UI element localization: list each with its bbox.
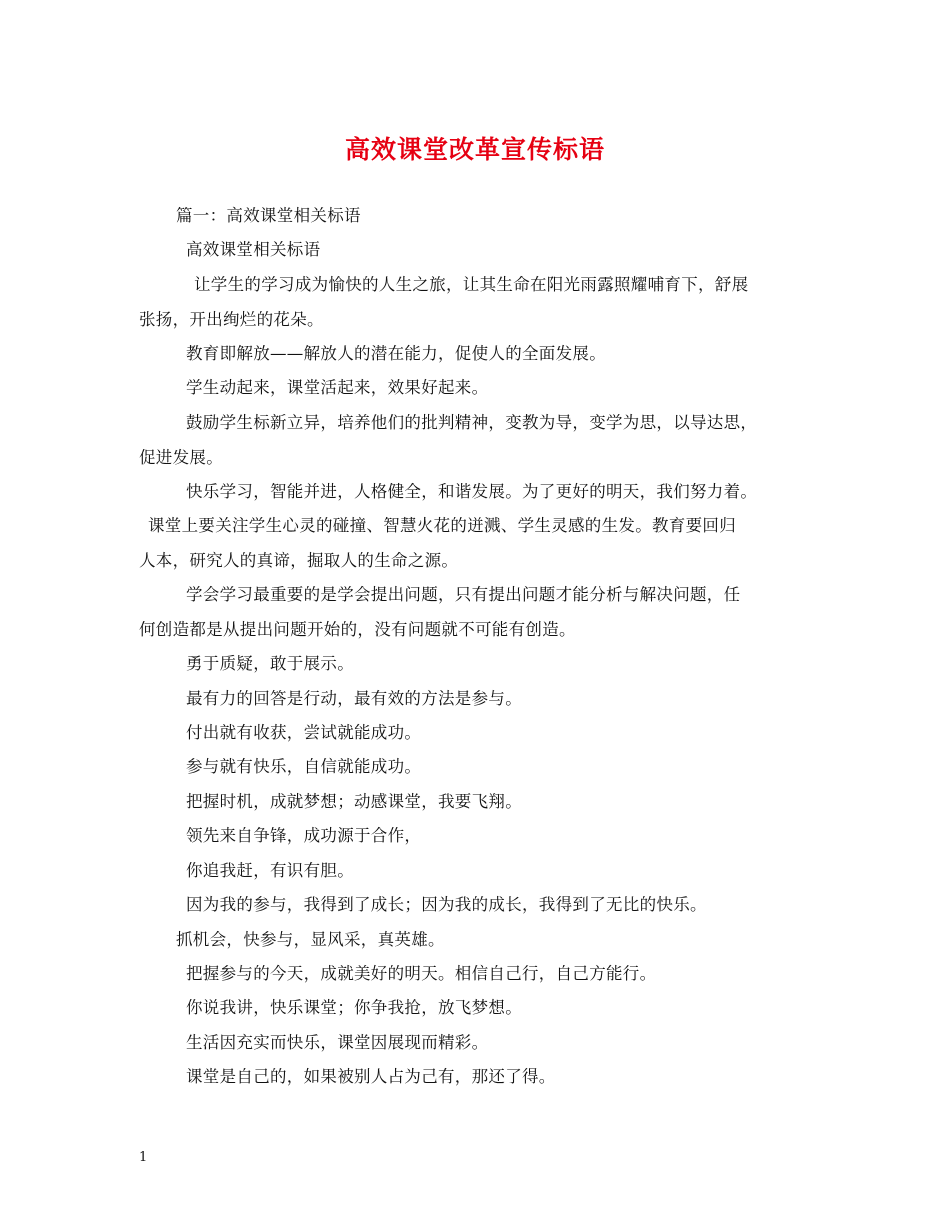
section-heading: 篇一：高效课堂相关标语: [176, 206, 361, 225]
body-line: 快乐学习，智能并进，人格健全，和谐发展。为了更好的明天，我们努力着。: [186, 482, 758, 501]
body-line: 你说我讲，快乐课堂；你争我抢，放飞梦想。: [186, 998, 522, 1017]
body-line: 把握参与的今天，成就美好的明天。相信自己行，自己方能行。: [186, 964, 657, 983]
page-number: 1: [139, 1150, 148, 1165]
body-line: 勇于质疑，敢于展示。: [186, 654, 354, 673]
document-title: 高效课堂改革宣传标语: [344, 135, 605, 164]
body-line: 学生动起来，课堂活起来，效果好起来。: [186, 378, 489, 397]
body-line: 让学生的学习成为愉快的人生之旅，让其生命在阳光雨露照耀哺育下，舒展: [194, 275, 749, 294]
subheading: 高效课堂相关标语: [186, 240, 321, 259]
body-line: 生活因充实而快乐，课堂因展现而精彩。: [186, 1033, 489, 1052]
body-line: 人本，研究人的真谛，掘取人的生命之源。: [139, 551, 459, 570]
body-line: 最有力的回答是行动，最有效的方法是参与。: [186, 689, 522, 708]
body-line: 把握时机，成就梦想；动感课堂，我要飞翔。: [186, 792, 522, 811]
body-line: 教育即解放——解放人的潜在能力，促使人的全面发展。: [186, 344, 606, 363]
body-line: 付出就有收获，尝试就能成功。: [186, 723, 422, 742]
body-line: 领先来自争锋，成功源于合作，: [186, 826, 422, 845]
body-line: 促进发展。: [139, 448, 223, 467]
body-line: 张扬，开出绚烂的花朵。: [139, 310, 324, 329]
body-line: 你追我赶，有识有胆。: [186, 861, 354, 880]
body-line: 课堂上要关注学生心灵的碰撞、智慧火花的迸溅、学生灵感的生发。教育要回归: [148, 516, 736, 535]
body-line: 参与就有快乐，自信就能成功。: [186, 757, 422, 776]
body-line: 课堂是自己的，如果被别人占为己有，那还了得。: [186, 1067, 556, 1086]
body-line: 何创造都是从提出问题开始的，没有问题就不可能有创造。: [139, 620, 576, 639]
body-line: 因为我的参与，我得到了成长；因为我的成长，我得到了无比的快乐。: [186, 895, 707, 914]
body-line: 学会学习最重要的是学会提出问题，只有提出问题才能分析与解决问题，任: [186, 585, 741, 604]
body-line: 鼓励学生标新立异，培养他们的批判精神，变教为导，变学为思，以导达思，: [186, 413, 758, 432]
body-line: 抓机会，快参与，显风采，真英雄。: [176, 930, 445, 949]
